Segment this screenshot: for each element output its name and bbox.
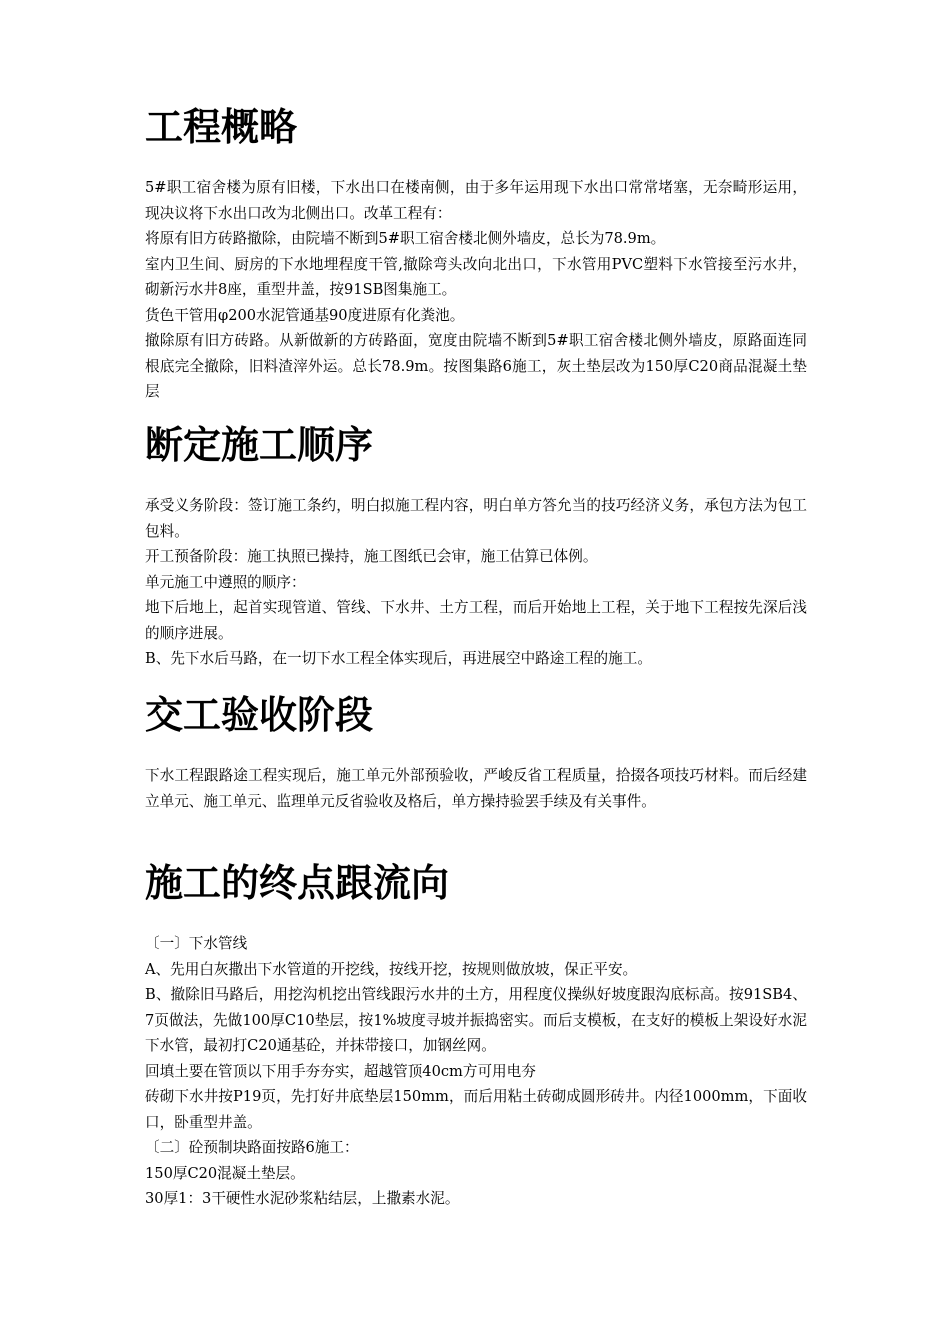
section-construction-sequence bbox=[145, 422, 807, 672]
paragraph: 5#职工宿舍楼为原有旧楼，下水出口在楼南侧，由于多年运用现下水出口常常堵塞，无奈畸形运用，现决议将下水出口改为北侧出口。改革工程有： bbox=[145, 179, 807, 222]
paragraph: 货色干管用φ200水泥管通基90度进原有化粪池。 bbox=[145, 306, 465, 324]
paragraph: 撤除原有旧方砖路。从新做新的方砖路面，宽度由院墙不断到5#职工宿舍楼北侧外墙皮，原路面连同根底完全撤除，旧料渣滓外运。总长78.9m。按图集路6施工，灰土垫层改为150厚C20商品混凝土垫层 bbox=[145, 332, 807, 400]
section-start-and-flow bbox=[145, 860, 807, 1212]
paragraph: 回填土要在管顶以下用手夯夯实，超越管顶40cm方可用电夯 bbox=[145, 1062, 536, 1080]
section-body bbox=[145, 493, 807, 672]
paragraph: 砖砌下水井按P19页，先打好井底垫层150mm，而后用粘土砖砌成圆形砖井。内径1000mm，下面收口，卧重型井盖。 bbox=[145, 1088, 807, 1131]
section-heading: 断定施工顺序 bbox=[145, 423, 374, 467]
paragraph: 〔一〕下水管线 bbox=[145, 935, 248, 952]
paragraph: 室内卫生间、厨房的下水地埋程度干管,撤除弯头改向北出口，下水管用PVC塑料下水管接至污水井，砌新污水井8座，重型井盖，按91SB图集施工。 bbox=[145, 255, 807, 298]
paragraph: 〔二〕砼预制块路面按路6施工： bbox=[145, 1139, 359, 1156]
paragraph: B、撤除旧马路后，用挖沟机挖出管线跟污水井的土方，用程度仪操纵好坡度跟沟底标高。按91SB4、7页做法，先做100厚C10垫层，按1%坡度寻坡并振捣密实。而后支模板，在支好的模板上架设好水泥下水管，最初打C20通基砼，并抹带接口，加钢丝网。 bbox=[145, 986, 807, 1054]
paragraph: 单元施工中遵照的顺序： bbox=[145, 573, 306, 591]
section-heading: 交工验收阶段 bbox=[145, 693, 374, 737]
section-heading: 施工的终点跟流向 bbox=[145, 861, 450, 905]
section-body bbox=[145, 763, 807, 814]
section-heading: 工程概略 bbox=[145, 105, 298, 149]
section-project-overview bbox=[145, 104, 807, 405]
paragraph: 将原有旧方砖路撤除，由院墙不断到5#职工宿舍楼北侧外墙皮，总长为78.9m。 bbox=[145, 230, 666, 247]
paragraph: 承受义务阶段：签订施工条约，明白拟施工程内容，明白单方答允当的技巧经济义务，承包方法为包工包料。 bbox=[145, 497, 807, 540]
paragraph: 30厚1：3干硬性水泥砂浆粘结层，上撒素水泥。 bbox=[145, 1190, 460, 1207]
paragraph: 下水工程跟路途工程实现后，施工单元外部预验收，严峻反省工程质量，拾掇各项技巧材料。而后经建立单元、施工单元、监理单元反省验收及格后，单方操持验罢手续及有关事件。 bbox=[145, 767, 807, 810]
section-body bbox=[145, 931, 807, 1212]
paragraph: 150厚C20混凝土垫层。 bbox=[145, 1164, 305, 1182]
paragraph: B、先下水后马路，在一切下水工程全体实现后，再进展空中路途工程的施工。 bbox=[145, 650, 652, 667]
paragraph: A、先用白灰撒出下水管道的开挖线，按线开挖，按规则做放坡，保正平安。 bbox=[145, 960, 638, 978]
paragraph: 地下后地上，起首实现管道、管线、下水井、土方工程，而后开始地上工程，关于地下工程按先深后浅的顺序进展。 bbox=[145, 599, 807, 642]
section-body bbox=[145, 175, 807, 405]
section-acceptance-stage bbox=[145, 692, 807, 814]
paragraph: 开工预备阶段：施工执照已操持，施工图纸已会审，施工估算已体例。 bbox=[145, 548, 598, 565]
